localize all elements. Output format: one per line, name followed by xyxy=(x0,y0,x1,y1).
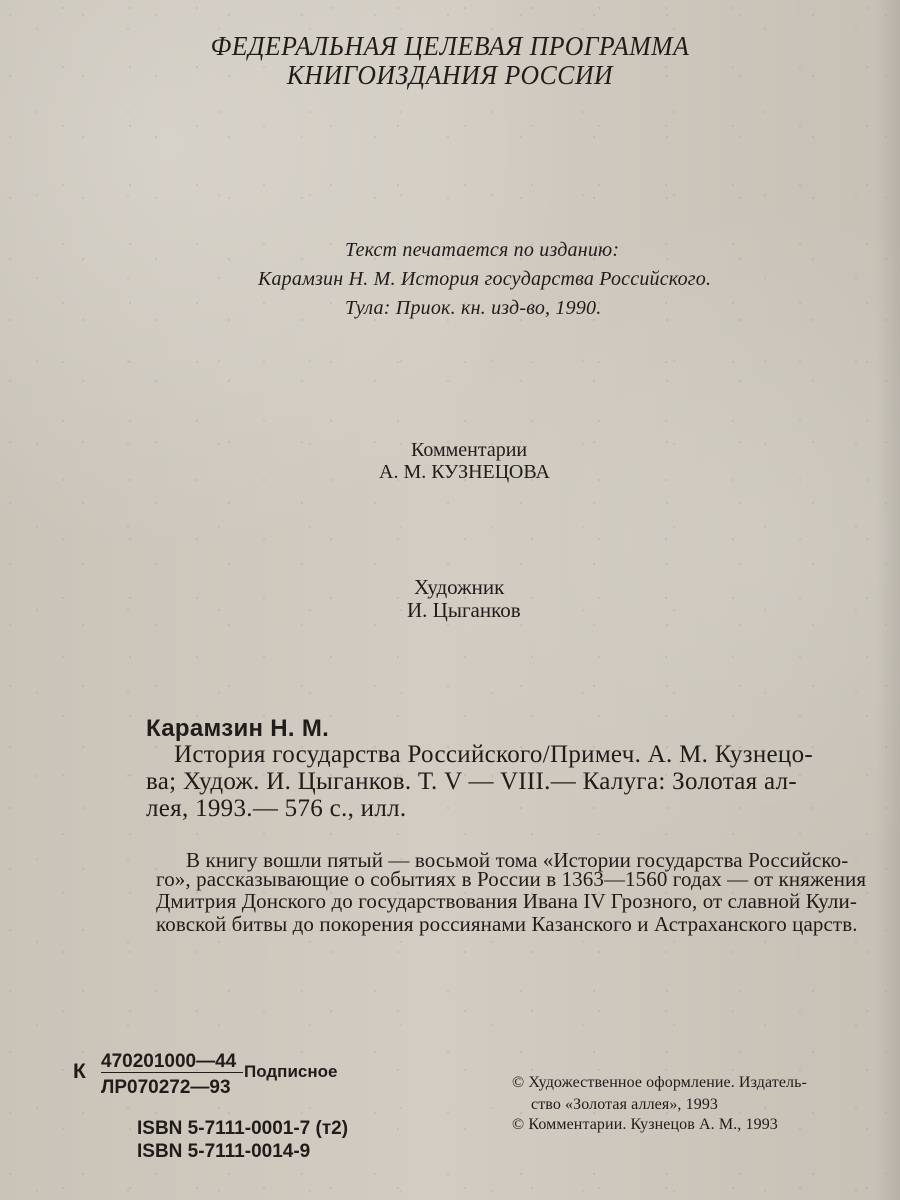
publishing-code-numerator: 470201000—44 xyxy=(101,1051,237,1072)
page-edge-shadow xyxy=(876,0,900,1200)
publishing-code-rule xyxy=(101,1072,243,1073)
copyright-design-line-1: © Художественное оформление. Издатель- xyxy=(512,1074,807,1091)
copyright-design-line-2: ство «Золотая аллея», 1993 xyxy=(531,1096,719,1113)
publishing-code-letter: К xyxy=(73,1060,86,1083)
series-title-line-1: ФЕДЕРАЛЬНАЯ ЦЕЛЕВАЯ ПРОГРАММА xyxy=(210,31,690,61)
annotation-line-1: В книгу вошли пятый — восьмой тома «Истории государства Российско- xyxy=(186,848,849,872)
isbn-line-2: ISBN 5-7111-0014-9 xyxy=(137,1141,311,1162)
source-note-line-2: Карамзин Н. М. История государства Российского. xyxy=(258,268,712,290)
source-note-line-1: Текст печатается по изданию: xyxy=(345,239,620,261)
catalog-line-1: История государства Российского/Примеч. А. М. Кузнецо- xyxy=(174,741,814,768)
artist-label: Художник xyxy=(414,575,505,599)
publishing-code-denominator: ЛР070272—93 xyxy=(101,1077,231,1098)
annotation-line-3: Дмитрия Донского до государствования Ивана IV Грозного, от славной Кули- xyxy=(156,889,857,913)
source-note-line-3: Тула: Приок. кн. изд-во, 1990. xyxy=(345,297,602,319)
copyright-commentary: © Комментарии. Кузнецов А. М., 1993 xyxy=(512,1116,778,1133)
catalog-line-2: ва; Худож. И. Цыганков. Т. V — VIII.— Калуга: Золотая ал- xyxy=(146,768,797,795)
annotation-line-2: го», рассказывающие о событиях в России в 1363—1560 годах — от княжения xyxy=(156,867,867,891)
catalog-author: Карамзин Н. М. xyxy=(146,715,330,742)
catalog-line-3: лея, 1993.— 576 с., илл. xyxy=(146,795,407,822)
isbn-line-1: ISBN 5-7111-0001-7 (т2) xyxy=(137,1118,349,1139)
artist-person: И. Цыганков xyxy=(407,598,521,622)
commentary-label: Комментарии xyxy=(411,439,528,461)
subscription-label: Подписное xyxy=(244,1062,338,1081)
annotation-line-4: ковской битвы до покорения россиянами Казанского и Астраханского царств. xyxy=(156,912,858,936)
series-title-line-2: КНИГОИЗДАНИЯ РОССИИ xyxy=(286,60,614,90)
commentary-person: А. М. КУЗНЕЦОВА xyxy=(379,461,550,483)
